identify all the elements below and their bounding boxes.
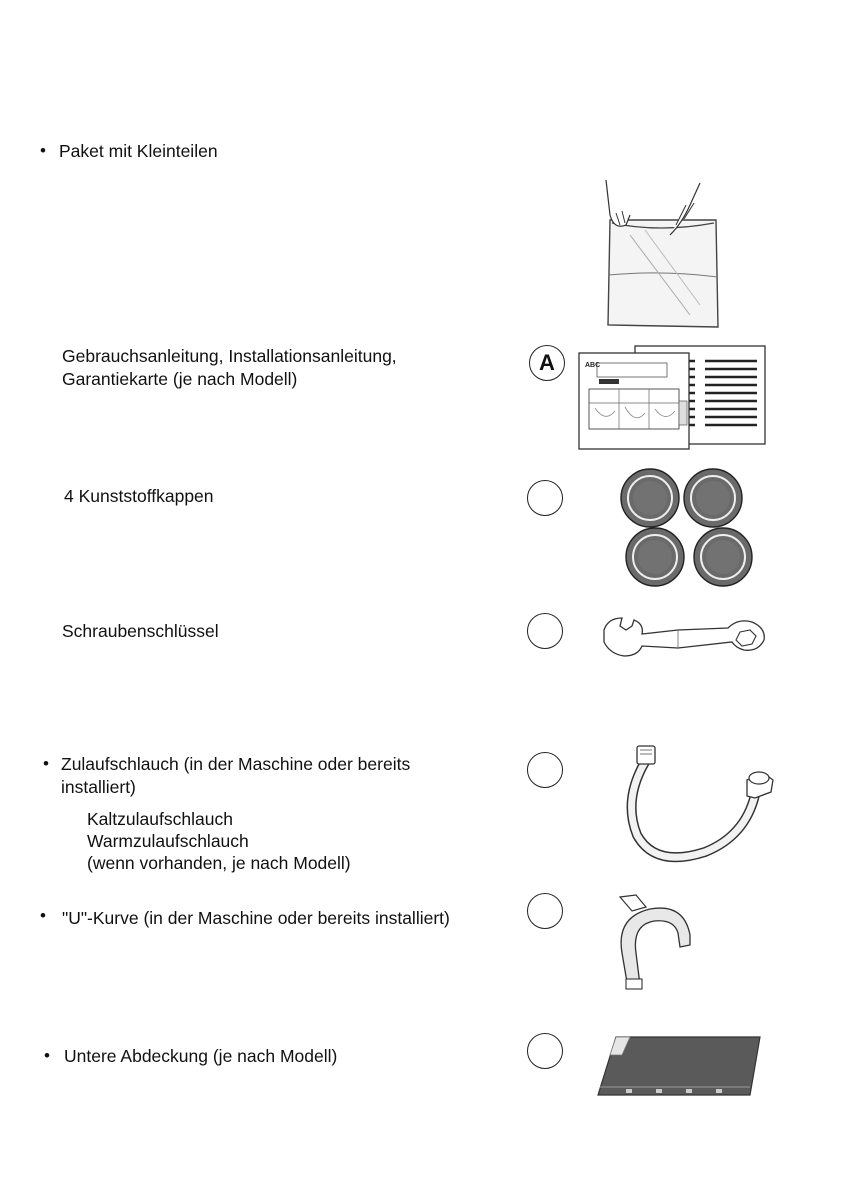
bullet-u-bend: • [40,906,46,925]
marker-a: A [529,345,565,381]
wrench-illustration [598,612,770,662]
bullet-inlet-hose: • [43,754,49,773]
booklet-header: ABC [585,362,601,369]
manuals-line-2: Garantiekarte (je nach Modell) [62,369,298,389]
inlet-hose-illustration [615,740,780,870]
manuals-line-1: Gebrauchsanleitung, Installationsanleitung, [62,346,397,366]
warm-hose-label: Warmzulaufschlauch [87,831,249,851]
manuals-illustration [575,343,770,453]
bottom-cover-illustration [596,1033,766,1098]
bullet-bottom-cover: • [44,1046,50,1065]
cold-hose-label: Kaltzulaufschlauch [87,809,233,829]
marker-f [527,1033,563,1069]
hose-model-note: (wenn vorhanden, je nach Modell) [87,853,351,873]
inlet-hose-line-2: installiert) [61,777,136,797]
bullet-small-parts: • [40,141,46,160]
u-bend-label: "U"-Kurve (in der Maschine oder bereits installiert) [62,908,450,928]
wrench-label: Schraubenschlüssel [62,621,219,641]
plastic-bag-illustration [590,175,740,335]
marker-b [527,480,563,516]
plastic-caps-illustration [615,465,765,590]
marker-d [527,752,563,788]
marker-c [527,613,563,649]
inlet-hose-line-1: Zulaufschlauch (in der Maschine oder bereits [61,754,411,774]
u-bend-illustration [610,893,700,993]
bottom-cover-label: Untere Abdeckung (je nach Modell) [64,1046,338,1066]
marker-e [527,893,563,929]
small-parts-label: Paket mit Kleinteilen [59,141,218,161]
caps-label: 4 Kunststoffkappen [64,486,214,506]
